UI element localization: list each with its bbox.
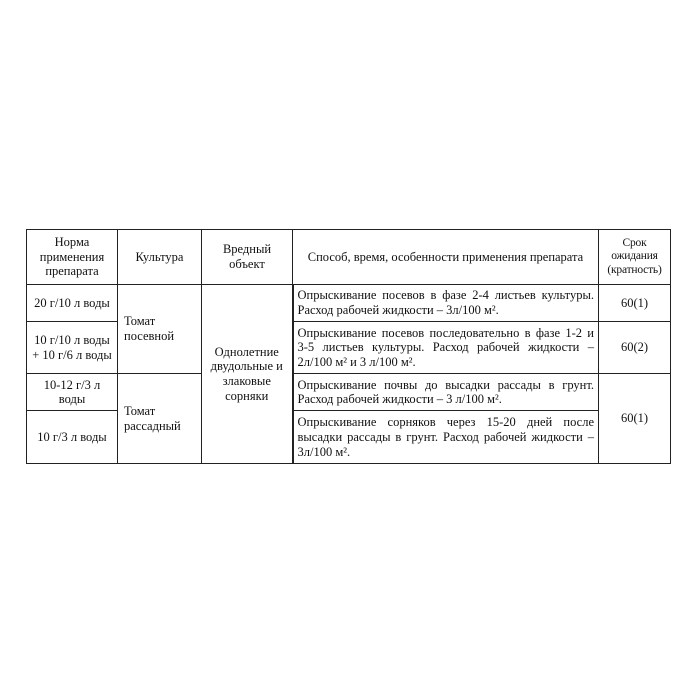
header-pest: Вредный объект [202,230,293,285]
wait-cell: 60(1) [599,285,671,322]
culture-cell-seedling [118,374,202,464]
header-method: Способ, время, особенности применения препарата [293,230,599,285]
method-cell: Опрыскивание почвы до высадки рассады в грунт. Расход рабочей жидкости – 3 л/100 м². [293,374,599,411]
culture-label: Томат посевной [124,314,175,344]
method-cell: Опрыскивание посевов в фазе 2-4 листьев культуры. Расход рабочей жидкости – 3л/100 м². [293,285,599,322]
method-cell: Опрыскивание посевов последовательно в фазе 1-2 и 3-5 листьев культуры. Расход рабочей жидкости – 2л/100 м² и 3 л/100 м². [293,321,599,374]
rate-cell: 10 г/3 л воды [27,411,118,464]
header-culture: Культура [118,230,202,285]
wait-cell: 60(1) [599,374,671,464]
method-cell: Опрыскивание сорняков через 15-20 дней после высадки рассады в грунт. Расход рабочей жидкости – 3л/100 м². [293,411,599,464]
table-row [27,374,671,411]
header-row [27,230,671,285]
rate-cell: 10-12 г/3 л воды [27,374,118,411]
wait-cell: 60(2) [599,321,671,374]
pest-cell: Однолетние двудольные и злаковые сорняки [202,285,293,464]
header-rate: Норма применения препарата [27,230,118,285]
rate-cell: 20 г/10 л воды [27,285,118,322]
table-row [27,285,671,322]
application-table [26,229,671,464]
culture-cell-sown [118,285,202,374]
culture-label: Томат рассадный [124,403,181,433]
header-wait: Срок ожидания (кратность) [599,230,671,285]
rate-cell: 10 г/10 л воды + 10 г/6 л воды [27,321,118,374]
